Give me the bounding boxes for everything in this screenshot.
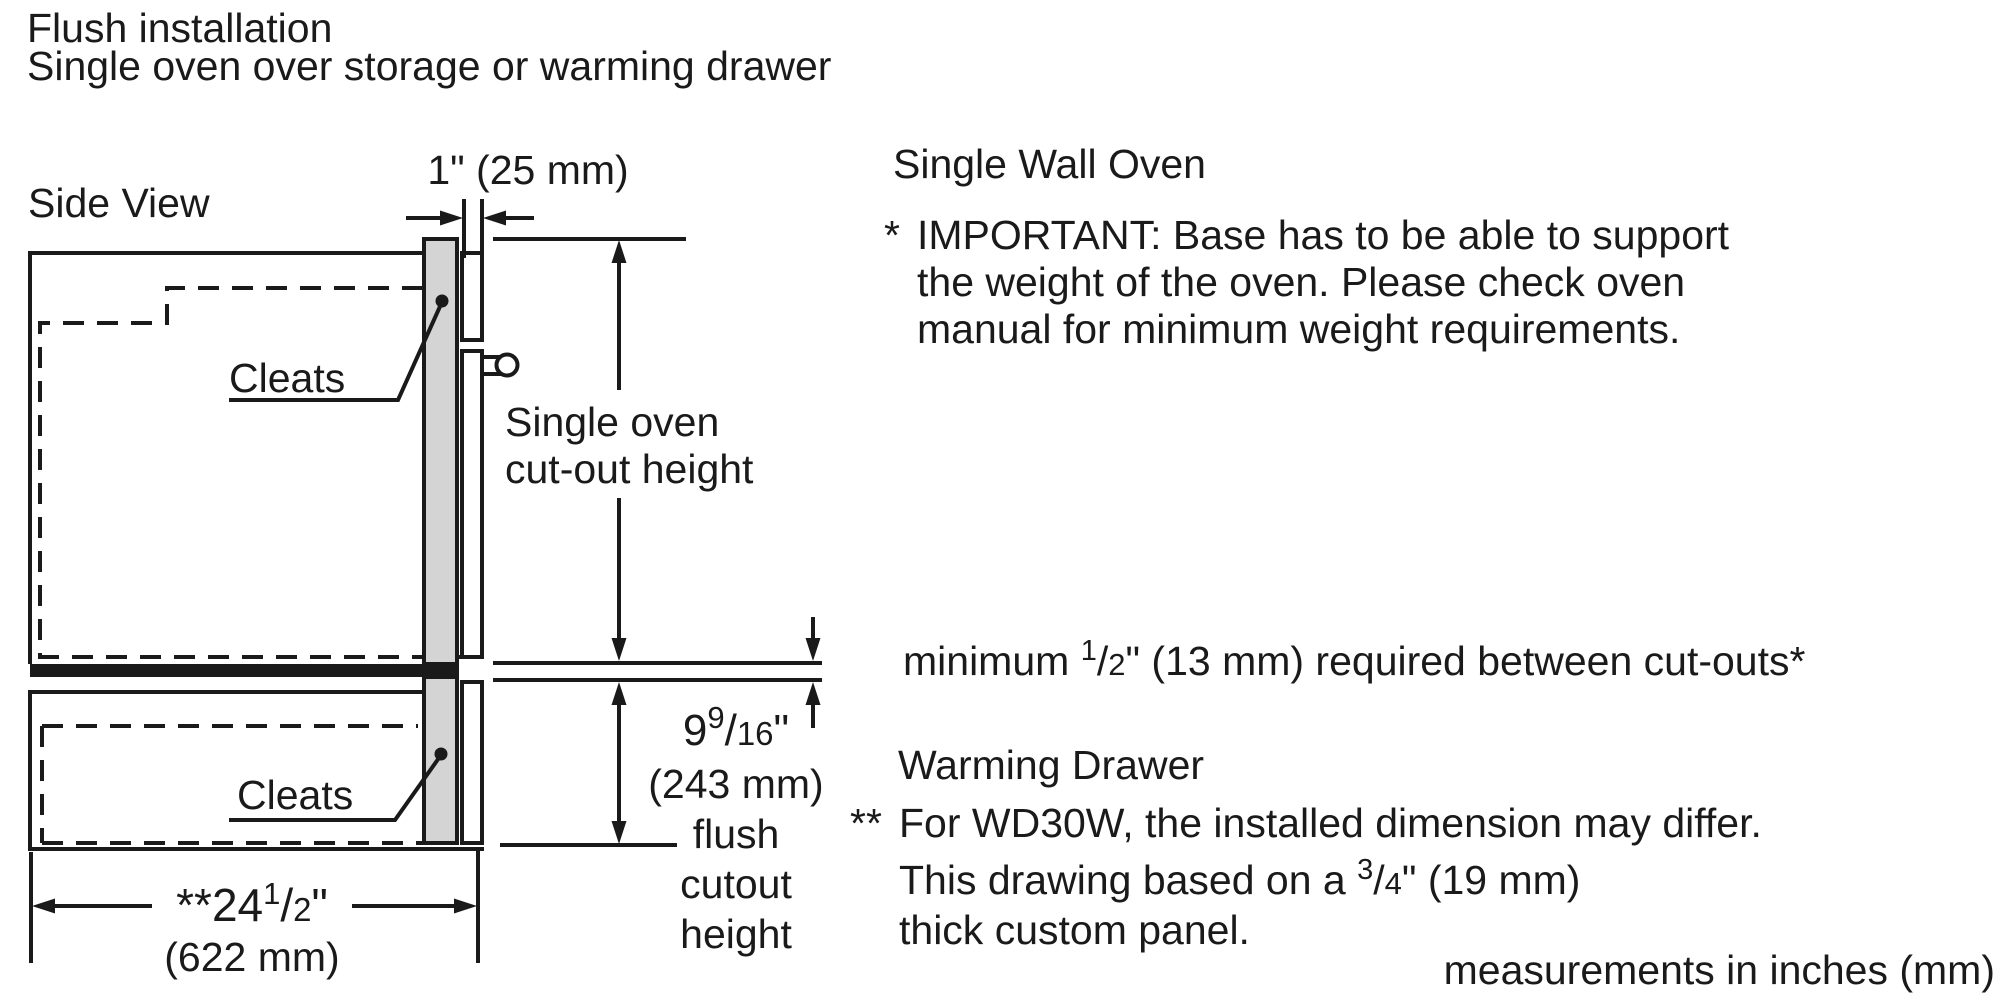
flush-cutout-value: $9^9/16$" <box>682 700 790 755</box>
flush-cutout-word2: cutout <box>680 861 792 907</box>
important-note <box>917 212 1729 353</box>
min-gap-note: minimum $^1$/2" (13 mm) required between cut-outs* <box>903 635 1806 684</box>
oven-cutout-height-label <box>505 399 753 493</box>
oven-cutout-height-line1: Single oven <box>505 399 720 445</box>
oven-handle-knob <box>482 355 518 376</box>
important-note-line2: the weight of the oven. Please check oven <box>917 259 1686 305</box>
important-note-line3: manual for minimum weight requirements. <box>917 306 1681 352</box>
flush-cutout-word1: flush <box>692 811 780 857</box>
oven-cutout-height-line2: cut-out height <box>505 446 754 492</box>
page-title <box>27 5 832 89</box>
warming-drawer-note-line3: thick custom panel. <box>899 907 1250 953</box>
oven-front-panel <box>462 253 482 657</box>
warming-drawer-note-line2: This drawing based on a $^3$/4" (19 mm) <box>899 854 1581 903</box>
page-title-line1: Flush installation <box>27 5 333 51</box>
width-dimension-mm: (622 mm) <box>164 934 340 980</box>
important-note-line1: IMPORTANT: Base has to be able to support <box>917 212 1730 258</box>
flush-cutout-value-mm: (243 mm) <box>648 761 824 807</box>
drawer-cabinet-outline <box>30 692 484 849</box>
flush-cutout-height-label <box>616 693 856 959</box>
side-view-label: Side View <box>28 180 210 226</box>
warming-drawer-note <box>899 800 1762 954</box>
drawer-front-panel <box>462 682 482 843</box>
page-title-line2: Single oven over storage or warming drawer <box>27 43 832 89</box>
support-base-bar <box>30 664 459 677</box>
single-asterisk-marker: * <box>884 212 900 258</box>
warming-drawer-note-line1: For WD30W, the installed dimension may differ. <box>899 800 1762 846</box>
upper-cleats-label: Cleats <box>229 355 346 401</box>
double-asterisk-marker: ** <box>850 800 882 846</box>
oven-dashed-outline <box>38 288 460 657</box>
single-wall-oven-heading: Single Wall Oven <box>893 141 1206 187</box>
warming-drawer-heading: Warming Drawer <box>898 742 1205 788</box>
flush-cutout-word3: height <box>680 911 792 957</box>
lower-cleats-label: Cleats <box>237 772 354 818</box>
one-inch-dimension-label: 1" (25 mm) <box>427 147 629 193</box>
upper-cabinet-outline <box>30 253 423 664</box>
units-footer: measurements in inches (mm) <box>1443 947 1995 993</box>
between-cutout-gap-lines <box>493 663 822 680</box>
width-dimension-value: $**24^1/2$" <box>176 876 328 931</box>
